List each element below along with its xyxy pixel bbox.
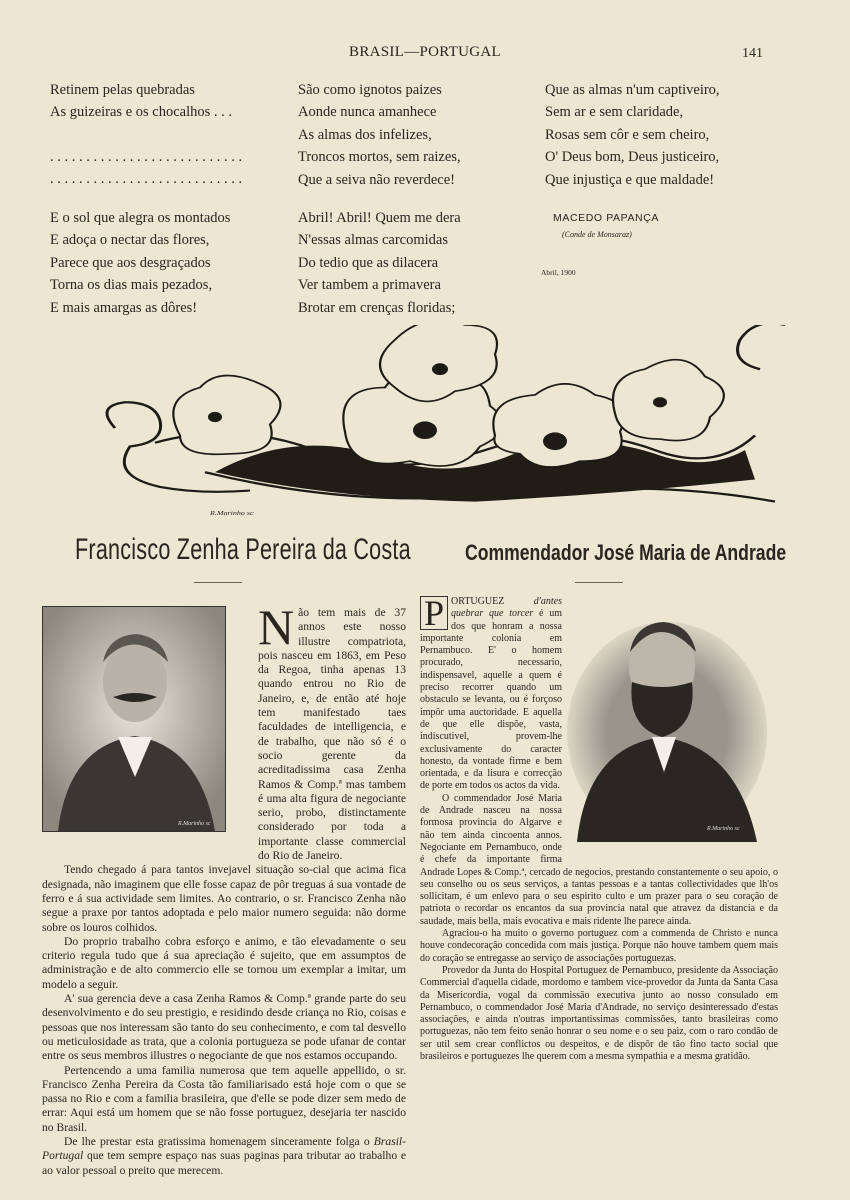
verse-line: Rosas sem côr e sem cheiro, bbox=[545, 126, 710, 143]
photo-spacer bbox=[562, 596, 778, 858]
verse-line: Aonde nunca amanhece bbox=[298, 104, 437, 121]
verse-line: Que a seiva não reverdece! bbox=[298, 171, 455, 188]
paragraph: A' sua gerencia deve a casa Zenha Ramos & Comp.ª grande parte do seu desenvolvimento e do seu prestigio, e residindo desde criança no Rio, coisas e pessoas que nos interessam são tanto do seu conhecimento, e com tal desvello ou meticulosidade as trata, que a colonia portugueza se pode ufanar de contar entre os seus membros illustres o negociante de que nos estamos occupando. bbox=[42, 992, 406, 1063]
paragraph: Do proprio trabalho cobra esforço e animo, e tão elevadamente o seu criterio regula tudo que á sua apreciação é sujeito, que em assumptos de administração e de alto commercio elle se tornou um exemplar a imitar, um modelo a seguir. bbox=[42, 934, 406, 991]
text: Tendo chegado á para tantos invejavel situação so- bbox=[64, 863, 313, 877]
title-rule bbox=[575, 582, 623, 583]
verse-line: Troncos mortos, sem raizes, bbox=[298, 149, 461, 166]
ellipsis-line: . . . . . . . . . . . . . . . . . . . . . . . . . . . bbox=[50, 148, 243, 165]
drop-cap: N bbox=[258, 599, 295, 655]
verse-line: As almas dos infelizes, bbox=[298, 126, 432, 143]
paragraph: Agraciou-o ha muito o governo portuguez com a commenda de Christo e nunca houve condecoração concedida com mais justiça. Porque não houve tambem quem mais do coração se entregasse ao serviço de associações portuguezas. bbox=[420, 928, 778, 964]
article-title-left: Francisco Zenha Pereira da Costa bbox=[75, 533, 411, 566]
paragraph: Provedor da Junta do Hospital Portuguez de Pernambuco, presidente da Associação Commercial d'aquella cidade, mordomo e tambem vice-provedor da Junta da Santa Casa da Misericordia, vogal da commissão executiva junto ao nosso consulado em Pernambuco, o commendador José Maria d'Andrade, no serviço desinteressado d'estas associações, e ainda n'outras importantissimas commissões, tanto brasileiras como portuguezas, não tem feito senão honrar o seu nome e o seu paiz, com o raro condão de ser util sem crear conflictos ou despeitos, e de dispôr de tão fino tacto social que brasileiros e portuguezes lhe querem com a mesma sympathia e a mesma gratidão. bbox=[420, 964, 778, 1062]
poem-col1-stanza2 bbox=[50, 207, 230, 319]
text: De lhe prestar esta gratissima homenagem sinceramente folga o bbox=[64, 1134, 370, 1148]
article-right-text bbox=[420, 593, 778, 1063]
verse-line: Ver tambem a primavera bbox=[298, 277, 441, 294]
poem-col2-stanza2 bbox=[298, 207, 461, 319]
verse-line: E adoça o nectar das flores, bbox=[50, 232, 210, 249]
paragraph: Pertencendo a uma familia numerosa que tem aquelle appellido, o sr. Francisco Zenha Pereira da Costa tão familiarisado está hoje com o que se passa no Rio e com a familia brasileira, que d'elle se pode dizer sem medo de errar: Aqui está um homem que se não fosse portuguez, desejaria ter nascido no Brasil. bbox=[42, 1063, 406, 1134]
verse-line: Torna os dias mais pezados, bbox=[50, 277, 213, 294]
poem-author-title: (Conde de Monsaraz) bbox=[562, 230, 632, 239]
verse-line: São como ignotos paizes bbox=[298, 82, 442, 98]
paragraph: ão tem mais de 37 annos este nosso illustre compatriota, pois nasceu em 1863, em Peso da Regoa, tinha apenas 13 quando entrou no Rio de Janeiro, e, de então até hoje tem manifestado taes faculdades de intelligencia, e de trabalho, que não só é o socio gerente da acreditadissima casa Zenha Ramos & Comp.ª mas tambem é uma alta figura de negociante serio, probo, distinctamente considerado por toda a importante classe commercial do Rio de Janeiro. bbox=[258, 606, 406, 863]
floral-ornament-illustration bbox=[95, 325, 830, 520]
text: cial que acima fica designada, não imaginem que elle fosse capaz de pôr treguas á sua vontade de ferro e á sua actividade sem limites. Ao contrario, o sr. Francisco Zenha não segue a praxe por tantos adoptada e pelo maior numero seguida: não dorme sobre os louros colhidos. bbox=[42, 863, 406, 934]
text: que tem sempre espaço nas suas paginas para tributar ao trabalho e ao valor pessoal o preito que merecem. bbox=[42, 1149, 406, 1177]
verse-line: O' Deus bom, Deus justiceiro, bbox=[545, 149, 720, 166]
paragraph bbox=[42, 863, 406, 934]
photo-signature: R.Marinho sc bbox=[707, 826, 740, 832]
article-title-right: Commendador José Maria de Andrade bbox=[465, 540, 787, 565]
verse-line: As guizeiras e os chocalhos . . . bbox=[50, 104, 233, 121]
poem-author: MACEDO PAPANÇA bbox=[553, 212, 660, 224]
text: José Maria de Andrade nasceu na nossa formosa provincia do Algarve e não tem ainda cincoenta annos. Negociante em Pernambuco, onde é chefe da importante firma Andrade Lopes & Comp.ª, cercado de negocios, prestando constantemente o seu apoio, o seu conselho ou os seus serviços, a tantas pessoas e a tantas collectividades que lh'os sollicitam, é um enlevo para o seu espirito culto e um prazer para o seu coração de patriota o recordar os encantos da sua provincia natal que atravez da distancia e da saudade, mais bella, mais evocativa e mais ridente lhe parece ainda. bbox=[420, 792, 778, 927]
verse-line: E mais amargas as dôres! bbox=[50, 299, 198, 316]
verse-line: Brotar em crenças floridas; bbox=[298, 299, 456, 316]
verse-line: Abril! Abril! Quem me dera bbox=[298, 210, 461, 226]
photo-signature: R.Marinho sc bbox=[178, 821, 211, 827]
text: ORTUGUEZ bbox=[451, 596, 505, 607]
verse-line: Do tedio que as dilacera bbox=[298, 254, 439, 271]
article-left-text bbox=[42, 599, 407, 1178]
illustration-signature: R.Marinho sc bbox=[210, 509, 254, 517]
poem-col2-stanza1 bbox=[298, 79, 461, 191]
paragraph bbox=[42, 1135, 406, 1178]
verse-line: N'essas almas carcomidas bbox=[298, 232, 448, 249]
drop-cap: P bbox=[420, 596, 448, 630]
publication-name: Brasil-Portugal bbox=[42, 1134, 407, 1163]
verse-line: Que injustiça e que maldade! bbox=[545, 171, 715, 188]
ellipsis-line: . . . . . . . . . . . . . . . . . . . . . . . . . . . bbox=[50, 171, 243, 188]
verse-line: Sem ar e sem claridade, bbox=[545, 104, 684, 121]
page-number: 141 bbox=[742, 46, 763, 61]
verse-line: E o sol que alegra os montados bbox=[50, 210, 231, 226]
poem-date: Abril, 1900 bbox=[541, 268, 576, 277]
text: O commendador bbox=[442, 792, 512, 804]
verse-line: Que as almas n'um captiveiro, bbox=[545, 82, 720, 98]
poem-col3-stanza1 bbox=[545, 79, 720, 191]
verse-line: Parece que aos desgraçados bbox=[50, 254, 211, 271]
verse-line: Retinem pelas quebradas bbox=[50, 82, 195, 98]
photo-spacer bbox=[42, 606, 258, 851]
text: é um dos que honram a nossa importante colonia em Pernambuco. E' o homem procurado, necessario, indispensavel, aquelle a quem é preciso recorrer quando um obstaculo se levanta, ou é forçoso impôr uma auctoridade. E aquella de que elle dispõe, vasta, indiscutivel, provem-lhe exclusivamente do caracter honesto, da vontade firme e bem orientada, e da lisura e correcção de porte em todos os actos da vida. bbox=[420, 608, 563, 792]
poem-col1-stanza1 bbox=[50, 79, 242, 191]
motto: d'antes quebrar que torcer bbox=[451, 596, 562, 620]
title-rule bbox=[194, 582, 242, 583]
running-header: BRASIL—PORTUGAL bbox=[349, 44, 501, 60]
